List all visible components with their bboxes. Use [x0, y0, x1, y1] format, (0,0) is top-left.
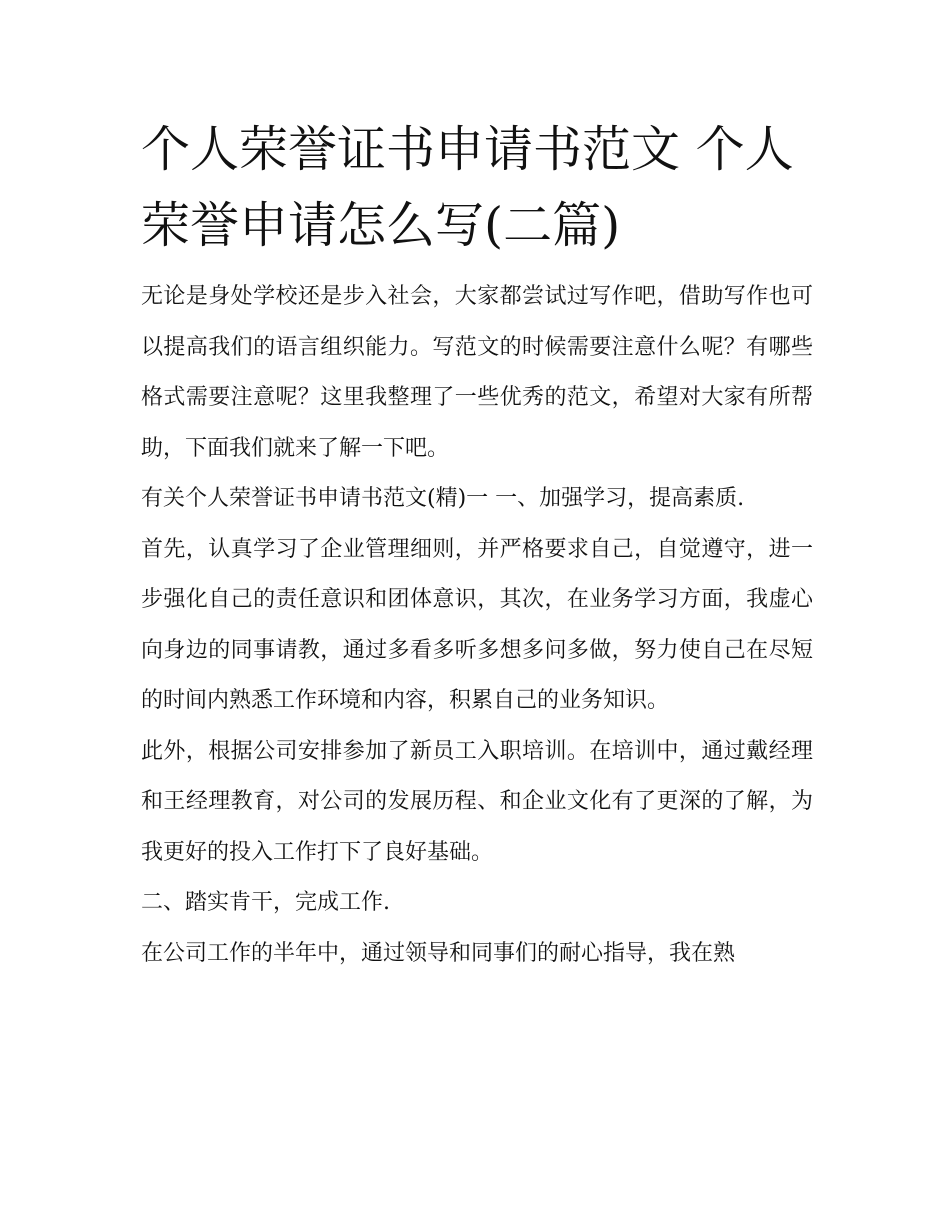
document-page: [141, 112, 813, 979]
section-one-heading: 有关个人荣誉证书申请书范文(精)一 一、加强学习，提高素质.: [141, 486, 745, 511]
body-paragraph: 此外，根据公司安排参加了新员工入职培训。在培训中，通过戴经理和王经理教育，对公司的发展历程、和企业文化有了更深的了解，为我更好的投入工作打下了良好基础。: [141, 738, 813, 865]
intro-paragraph: 无论是身处学校还是步入社会，大家都尝试过写作吧，借助写作也可以提高我们的语言组织能力。写范文的时候需要注意什么呢？有哪些格式需要注意呢？这里我整理了一些优秀的范文，希望对大家有所帮助，下面我们就来了解一下吧。: [141, 284, 813, 461]
section-two-heading: 二、踏实肯干，完成工作.: [141, 890, 390, 915]
body-paragraph: 在公司工作的半年中，通过领导和同事们的耐心指导，我在熟: [141, 940, 736, 966]
document-title: 个人荣誉证书申请书范文 个人荣誉申请怎么写(二篇): [141, 121, 794, 254]
body-paragraph: 首先，认真学习了企业管理细则，并严格要求自己，自觉遵守，进一步强化自己的责任意识和团体意识，其次，在业务学习方面，我虚心向身边的同事请教，通过多看多听多想多问多做，努力使自己在尽短的时间内熟悉工作环境和内容，积累自己的业务知识。: [141, 536, 813, 713]
